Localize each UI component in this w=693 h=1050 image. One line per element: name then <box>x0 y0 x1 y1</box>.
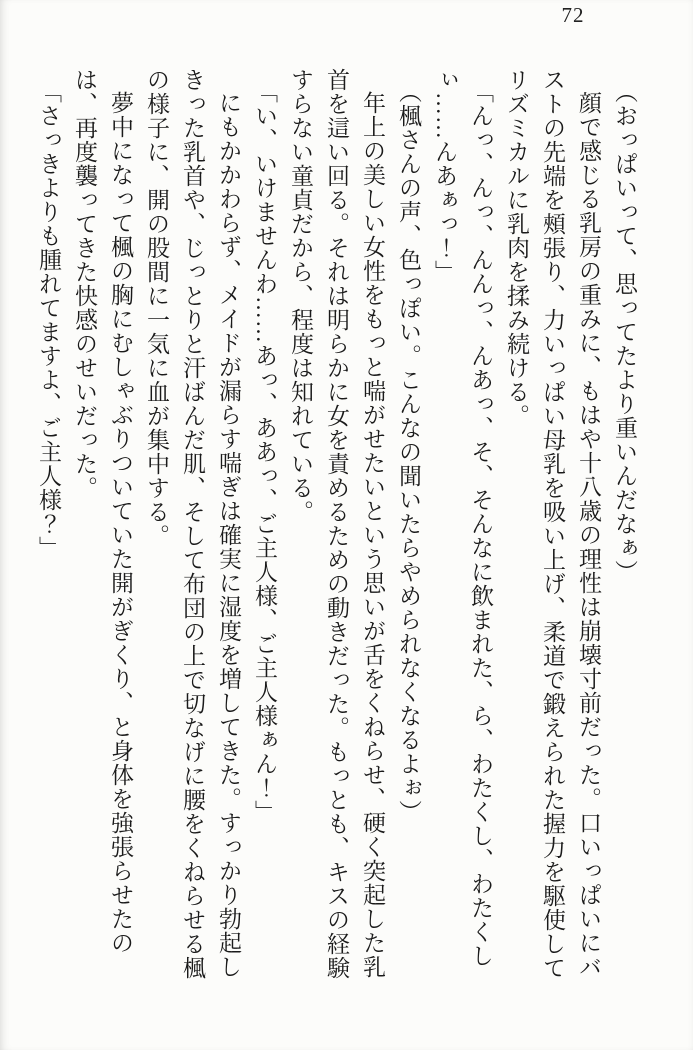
paragraph: （おっぱいって、思ってたより重いんだなぁ） <box>612 79 637 584</box>
paragraph: にもかかわらず、メイドが漏らす喘ぎは確実に湿度を増してきた。すっかり勃起しきった乳首や、じっとりと汗ばんだ肌、そして布団の上で切なげに腰をくねらせる楓の様子に、開の股間に一気に血が集中する。 <box>144 68 241 980</box>
paragraph: 年上の美しい女性をもっと喘がせたいという思いが舌をくねらせ、硬く突起した乳首を這い回る。それは明らかに女を責めるための動きだった。もっとも、キスの経験すらない童貞だから、程度は知れている。 <box>288 68 385 980</box>
text-block <box>27 68 642 980</box>
page-number: 72 <box>561 3 585 27</box>
paragraph: 夢中になって楓の胸にむしゃぶりついていた開がぎくり、と身体を強張らせたのは、再度襲ってきた快感のせいだった。 <box>72 68 133 955</box>
paragraph: 顔で感じる乳房の重みに、もはや十八歳の理性は崩壊寸前だった。口いっぱいにバストの先端を頰張り、力いっぱい母乳を吸い上げ、柔道で鍛えられた握力を駆使してリズミカルに乳肉を揉み続ける。 <box>504 68 601 980</box>
paragraph: 「さっきよりも腫れてますよ、ご主人様？」 <box>36 79 61 560</box>
paragraph: 「い、いけませんわ……あっ、ああっ、ご主人様、ご主人様ぁん！」 <box>252 79 277 824</box>
paragraph: （楓さんの声、色っぽい。こんなの聞いたらやめられなくなるよぉ） <box>396 79 421 824</box>
paragraph: 「んっ、んっ、んんっ、んあっ、そ、そんなに飲まれた、ら、わたくし、わたくしぃ……んあぁっ！」 <box>432 68 493 968</box>
